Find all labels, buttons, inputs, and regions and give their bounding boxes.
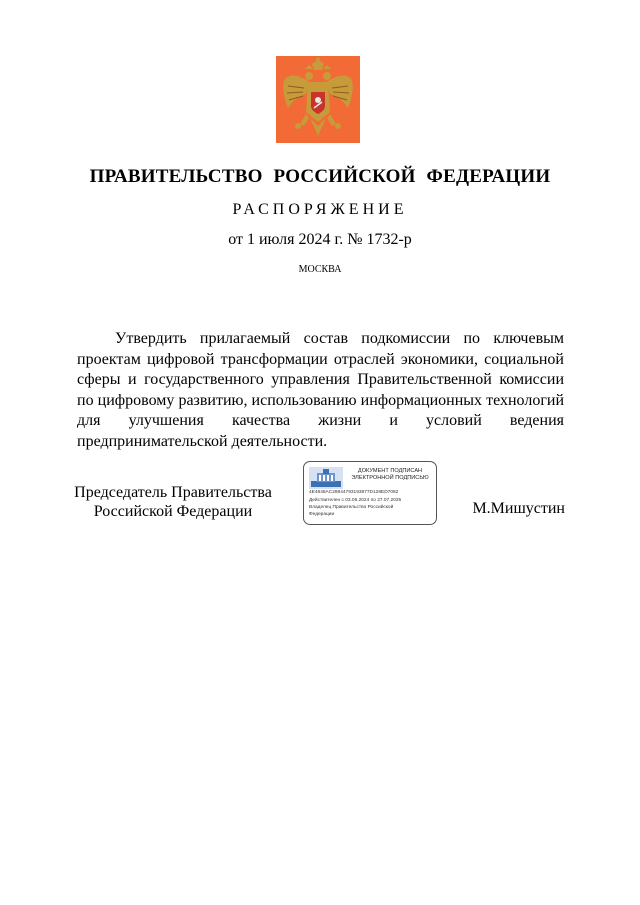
stamp-owner-line1: Владелец Правительство Российской [309,505,394,510]
document-city: МОСКВА [298,264,342,275]
stamp-title-line2: ЭЛЕКТРОННОЙ ПОДПИСЬЮ [351,475,429,481]
order-paragraph: Утвердить прилагаемый состав подкомиссии по ключевым проектам цифровой трансформации отраслей экономики, социальной сферы и государственного управления Правительственной комиссии по цифровому развитию, использованию информационных технологий для улучшения качества жизни и условий ведения предпринимательской деятельности. [77,330,564,450]
stamp-owner-line2: Федерации [309,512,335,517]
signatory-position [70,483,276,521]
signatory-position-line2: Российской Федерации [93,503,253,520]
electronic-signature-stamp [303,461,437,525]
signatory-position-line1: Председатель Правительства [74,484,272,501]
document-date-number: от 1 июля 2024 г. № 1732-р [228,231,412,248]
russian-coat-of-arms-icon [276,56,360,143]
document-type: РАСПОРЯЖЕНИЕ [232,201,408,218]
coat-of-arms-emblem [276,56,360,143]
government-title: ПРАВИТЕЛЬСТВО РОССИЙСКОЙ ФЕДЕРАЦИИ [89,166,551,187]
government-building-icon [309,467,343,489]
stamp-title-line1: ДОКУМЕНТ ПОДПИСАН [357,468,423,474]
stamp-validity: Действителен с 03.05.2024 по 27.07.2025 [309,498,402,503]
stamp-certificate: 4E4848AC28844793193877D128ED7082 [309,490,399,495]
signatory-name: М.Мишустин [472,500,565,517]
stamp-title [344,468,436,482]
